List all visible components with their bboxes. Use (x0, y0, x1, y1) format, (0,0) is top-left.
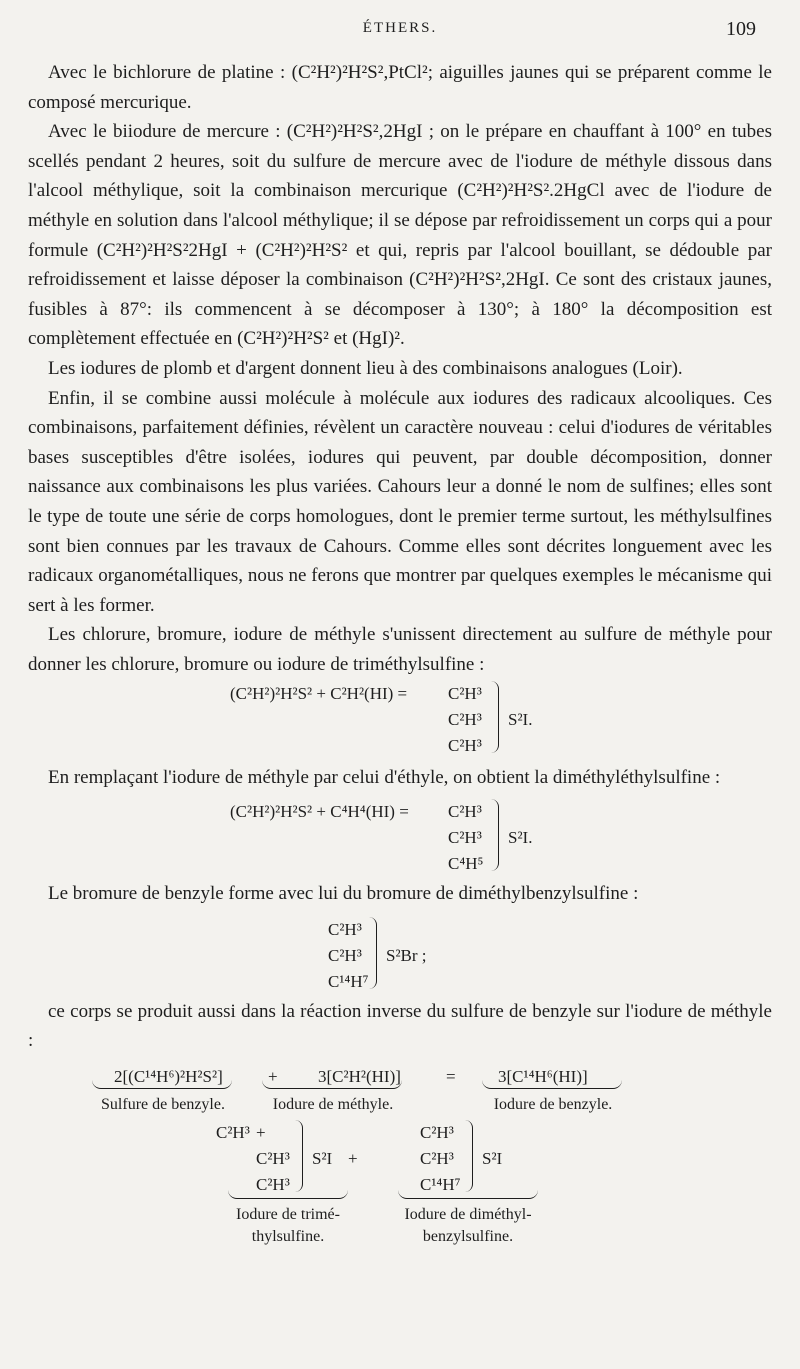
formula-benzyl-reaction (28, 1056, 772, 1256)
paragraph: Enfin, il se combine aussi molécule à molécule aux iodures des radicaux alcooliques. Ces combinaisons, parfaitement définies, révèlent un caractère nouveau : celui d'iodures de véritables bases susceptibles d'être isolées, iodures qui peuvent, par double décomposition, donner naissance aux combinaisons les plus variées. Cahours leur a donné le nom de sulfines; elles sont le type de toute une série de corps homologues, dont le premier terme surtout, les méthylsulfines sont bien connues par les travaux de Cahours. Comme elles sont décrites longuement avec les radicaux organométalliques, nous ne ferons que montrer par quelques exemples le mécanisme qui sert à les former. (28, 387, 772, 616)
formula-group: C²H³ (256, 1174, 290, 1194)
paragraph: ce corps se produit aussi dans la réaction inverse du sulfure de benzyle sur l'iodure de méthyle : (28, 1000, 772, 1052)
formula-term: 3[C¹⁴H⁶(HI)] (498, 1066, 588, 1086)
paragraph: Les chlorure, bromure, iodure de méthyle s'unissent directement au sulfure de méthyle pour donner les chlorure, bromure ou iodure de triméthylsulfine : (28, 624, 772, 675)
formula-group: C²H³ (448, 802, 482, 822)
paragraph: Avec le biiodure de mercure : (C²H²)²H²S²,2HgI ; on le prépare en chauffant à 100° en tubes scellés pendant 2 heures, soit du sulfure de mercure avec de l'iodure de méthyle dissous dans l'alcool méthylique, soit la combinaison mercurique (C²H²)²H²S².2HgCl avec de l'iodure de méthyle en solution dans l'alcool méthylique; il se dépose par refroidissement un corps qui a pour formule (C²H²)²H²S²2HgI + (C²H²)²H²S² et qui, repris par l'alcool bouillant, se dédouble par refroidissement et laisse déposer la combinaison (C²H²)²H²S²,2HgI. Ce sont des cristaux jaunes, fusibles à 87°: ils commencent à se décomposer à 130°; à 180° la décomposition est complètement effectuée en (C²H²)²H²S² et (HgI)². (28, 121, 772, 350)
formula-dimethylbenzylsulfine (28, 909, 772, 997)
underbrace (262, 1080, 402, 1089)
paragraph: Le bromure de benzyle forme avec lui du bromure de diméthylbenzylsulfine : (48, 883, 639, 905)
formula-group: C¹⁴H⁷ (420, 1174, 461, 1194)
brace (490, 681, 499, 753)
page-header (0, 14, 800, 44)
formula-result: S²Br ; (386, 945, 427, 965)
formula-operator: + (256, 1122, 266, 1142)
formula-lhs: (C²H²)²H²S² + C²H²(HI) = (230, 684, 408, 704)
formula-result: S²I (482, 1148, 503, 1168)
formula-lhs: (C²H²)²H²S² + C⁴H⁴(HI) = (230, 802, 409, 822)
formula-result: S²I (312, 1148, 333, 1168)
paragraph: Avec le bichlorure de platine : (C²H²)²H²S²,PtCl²; aiguilles jaunes qui se préparent comme le composé mercurique. (28, 62, 772, 113)
formula-term: 3[C²H²(HI)] (318, 1066, 401, 1086)
formula-operator: = (446, 1066, 456, 1086)
brace (464, 1120, 473, 1192)
underbrace (482, 1080, 622, 1089)
running-title: ÉTHERS. (362, 20, 438, 36)
underbrace (228, 1190, 348, 1199)
formula-caption: Iodure de méthyle. (272, 1095, 394, 1113)
paragraph: En remplaçant l'iodure de méthyle par celui d'éthyle, on obtient la diméthyléthylsulfine : (48, 767, 721, 789)
formula-group: C¹⁴H⁷ (328, 971, 369, 991)
formula-group: C²H³ (256, 1148, 290, 1168)
underbrace (398, 1190, 538, 1199)
brace (490, 799, 499, 871)
formula-group: C²H³ (448, 710, 482, 730)
formula-caption: Iodure de benzyle. (493, 1095, 613, 1113)
formula-trimethylsulfine (28, 679, 772, 763)
formula-caption: Sulfure de benzyle. (101, 1095, 225, 1113)
formula-group: C²H³ (328, 919, 362, 939)
body-text (28, 58, 772, 1256)
formula-group: C²H³ (448, 684, 482, 704)
brace (368, 917, 377, 989)
formula-result: S²I. (508, 828, 533, 848)
formula-operator: + (268, 1066, 278, 1086)
formula-group: C²H³ (420, 1122, 454, 1142)
underbrace (92, 1080, 232, 1089)
formula-operator: + (348, 1148, 358, 1168)
page-number: 109 (726, 18, 756, 40)
formula-group: C²H³ (448, 736, 482, 756)
formula-caption: thylsulfine. (251, 1227, 325, 1245)
formula-group: C²H³ (420, 1148, 454, 1168)
formula-result: S²I. (508, 710, 533, 730)
formula-group: C²H³ (328, 945, 362, 965)
brace (294, 1120, 303, 1192)
formula-group: C²H³ (448, 828, 482, 848)
formula-group: C⁴H⁵ (448, 854, 484, 874)
formula-dimethylethylsulfine (28, 793, 772, 879)
formula-caption: benzylsulfine. (422, 1227, 514, 1245)
paragraph: Les iodures de plomb et d'argent donnent lieu à des combinaisons analogues (Loir). (48, 357, 683, 379)
formula-term: 2[(C¹⁴H⁶)²H²S²] (114, 1066, 223, 1086)
formula-caption: Iodure de diméthyl- (404, 1205, 532, 1223)
formula-group: C²H³ (216, 1122, 250, 1142)
formula-caption: Iodure de trimé- (236, 1205, 340, 1223)
